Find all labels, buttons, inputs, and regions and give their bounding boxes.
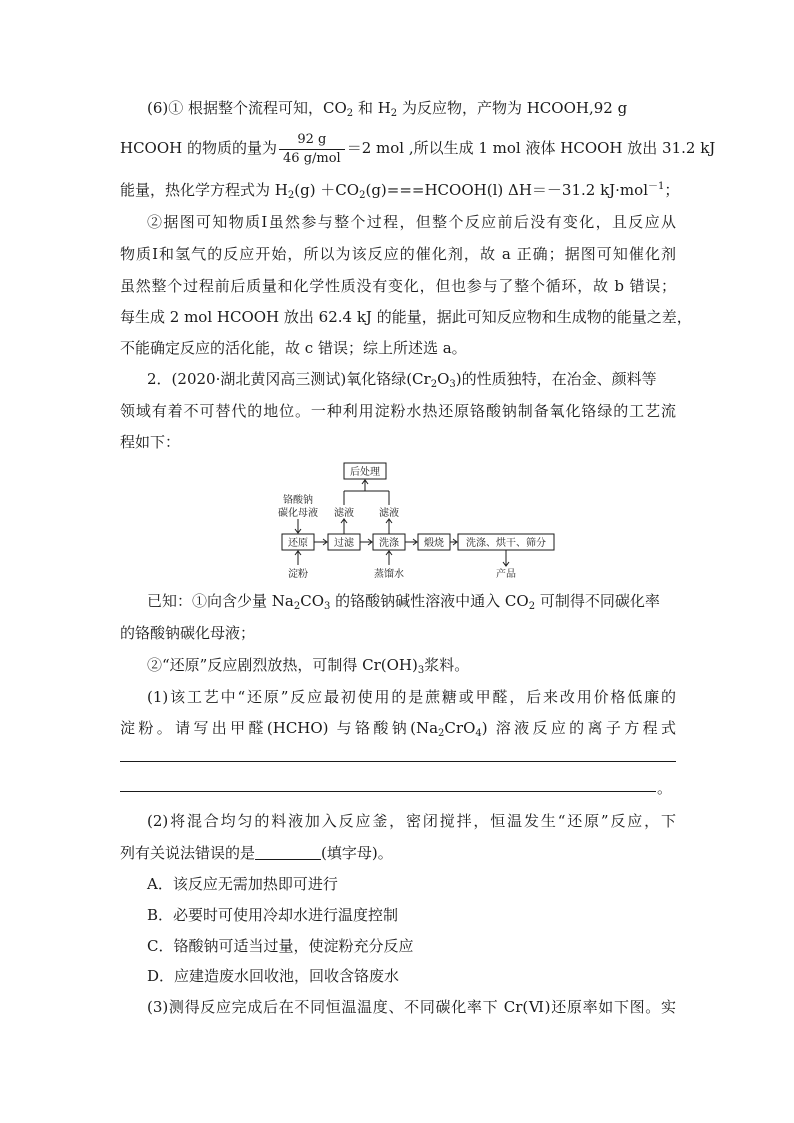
- sub1-line-2: 淀粉。请写出甲醛(HCHO) 与铬酸钠$(Na_2CrO_4)$ 溶液反应的离子方程式: [120, 719, 676, 739]
- q2-line-1: 2．(2020·湖北黄冈高三测试)氧化铬绿$(Cr_2O_3)$的性质独特，在冶金、颜料等: [147, 370, 657, 390]
- known-line-2: 的铬酸钠碳化母液；: [120, 624, 256, 642]
- label-filtrate-1: 滤液: [334, 508, 354, 519]
- label-washing: 洗涤: [379, 538, 399, 549]
- known-line-1: 已知：①向含少量 $Na_2CO_3$ 的铬酸钠碱性溶液中通入 $CO_2$ 可制得不同碳化率: [147, 592, 660, 612]
- part6-line-6: 虽然整个过程前后质量和化学性质没有变化，但也参与了整个循环，故 b 错误；: [120, 277, 676, 295]
- label-post-processing: 后处理: [350, 467, 380, 478]
- label-reduction: 还原: [288, 538, 308, 549]
- sub3-line-1: (3)测得反应完成后在不同恒温温度、不同碳化率下 Cr(Ⅵ)还原率如下图。实: [147, 998, 676, 1016]
- sub2-line-1: (2)将混合均匀的料液加入反应釜，密闭搅拌，恒温发生“还原”反应，下: [147, 812, 676, 830]
- answer-blank-line-2[interactable]: [120, 791, 656, 792]
- q2-line-3: 程如下：: [120, 433, 181, 451]
- label-filtrate-2: 滤液: [379, 508, 399, 519]
- label-chromate-1: 铬酸钠: [283, 495, 313, 506]
- part6-line-4: ②据图可知物质Ⅰ虽然参与整个过程，但整个反应前后没有变化，且反应从: [147, 213, 676, 231]
- molar-fraction: $\frac{92 g}{\text{46 g/mol}}$: [279, 131, 345, 168]
- label-chromate-2: 碳化母液: [278, 508, 318, 519]
- sub2-line-2: 列有关说法错误的是 (填字母)。: [120, 844, 393, 862]
- option-d: D．应建造废水回收池，回收含铬废水: [147, 967, 400, 985]
- option-c: C．铬酸钠可适当过量，使淀粉充分反应: [147, 937, 414, 955]
- sub1-line-1: (1)该工艺中“还原”反应最初使用的是蔗糖或甲醛，后来改用价格低廉的: [147, 688, 676, 706]
- process-flow-diagram: [258, 455, 568, 590]
- answer-blank[interactable]: [255, 845, 321, 860]
- label-filtration: 过滤: [334, 538, 354, 549]
- option-b: B．必要时可使用冷却水进行温度控制: [147, 906, 399, 924]
- label-product: 产品: [496, 569, 516, 580]
- sub1-end-period: 。: [657, 779, 673, 797]
- part6-line-2: HCOOH 的物质的量为 $\frac{92 g}{\text{46 g/mol}}$ ＝2 mol ,所以生成 1 mol 液体 HCOOH 放出 31.2 kJ: [120, 131, 716, 166]
- label-wash-dry-sieve: 洗涤、烘干、筛分: [466, 538, 546, 549]
- option-a: A．该反应无需加热即可进行: [147, 875, 338, 893]
- label-distilled-water: 蒸馏水: [374, 569, 404, 580]
- known-line-3: ②“还原”反应剧烈放热，可制得 $Cr(OH)_3$浆料。: [147, 656, 470, 676]
- label-starch: 淀粉: [288, 569, 308, 580]
- part6-line-3: 能量，热化学方程式为 $H_2(g)$ $+CO_2(g)===HCOOH(l)$ ΔH＝－31.2 kJ·mol$^{-1}$；: [120, 181, 680, 201]
- part6-line-5: 物质Ⅰ和氢气的反应开始，所以为该反应的催化剂，故 a 正确；据图可知催化剂: [120, 245, 676, 263]
- answer-blank-line-1[interactable]: [120, 761, 676, 762]
- part6-line-1: (6)① 根据整个流程可知，$CO_2$ 和 $H_2$ 为反应物，产物为 HCOOH,92 g: [147, 99, 628, 119]
- label-calcination: 煅烧: [424, 538, 444, 549]
- part6-line-7: 每生成 2 mol HCOOH 放出 62.4 kJ 的能量，据此可知反应物和生成物的能量之差，: [120, 308, 692, 326]
- q2-line-2: 领域有着不可替代的地位。一种利用淀粉水热还原铬酸钠制备氧化铬绿的工艺流: [120, 402, 676, 420]
- part6-line-8: 不能确定反应的活化能，故 c 错误；综上所述选 a。: [120, 339, 467, 357]
